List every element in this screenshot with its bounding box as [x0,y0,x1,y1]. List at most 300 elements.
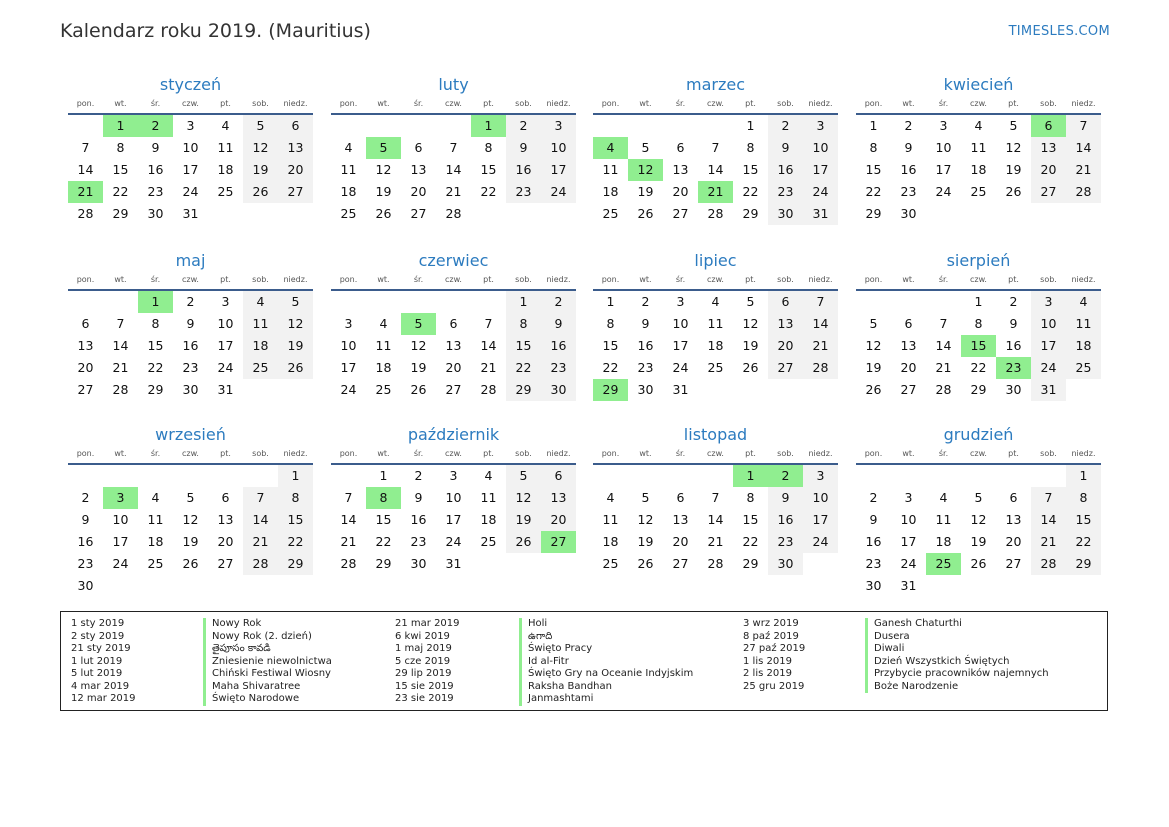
holiday-day-cell[interactable]: 23 [996,357,1031,379]
day-cell[interactable]: 21 [707,534,724,549]
day-cell[interactable]: 28 [340,556,357,571]
day-cell[interactable]: 29 [1066,553,1101,575]
day-cell[interactable]: 25 [602,206,619,221]
day-cell[interactable]: 18 [602,184,619,199]
day-cell[interactable]: 28 [935,382,952,397]
day-cell[interactable]: 24 [900,556,917,571]
day-cell[interactable]: 6 [768,291,803,313]
day-cell[interactable]: 14 [707,162,724,177]
day-cell[interactable]: 8 [1066,487,1101,509]
day-cell[interactable]: 11 [1066,313,1101,335]
day-cell[interactable]: 12 [970,512,987,527]
day-cell[interactable]: 29 [278,553,313,575]
day-cell[interactable]: 2 [869,490,878,505]
day-cell[interactable]: 20 [768,335,803,357]
day-cell[interactable]: 20 [900,360,917,375]
day-cell[interactable]: 28 [1066,181,1101,203]
day-cell[interactable]: 4 [606,490,615,505]
day-cell[interactable]: 3 [904,490,913,505]
day-cell[interactable]: 17 [672,338,689,353]
day-cell[interactable]: 21 [803,335,838,357]
day-cell[interactable]: 30 [1005,382,1022,397]
day-cell[interactable]: 2 [81,490,90,505]
day-cell[interactable]: 3 [186,118,195,133]
day-cell[interactable]: 14 [243,509,278,531]
day-cell[interactable]: 17 [803,509,838,531]
day-cell[interactable]: 23 [506,181,541,203]
day-cell[interactable]: 13 [1031,137,1066,159]
day-cell[interactable]: 31 [445,556,462,571]
day-cell[interactable]: 7 [1066,115,1101,137]
day-cell[interactable]: 6 [676,490,685,505]
day-cell[interactable]: 31 [182,206,199,221]
day-cell[interactable]: 13 [672,162,689,177]
day-cell[interactable]: 12 [506,487,541,509]
day-cell[interactable]: 22 [970,360,987,375]
day-cell[interactable]: 22 [112,184,129,199]
day-cell[interactable]: 1 [869,118,878,133]
day-cell[interactable]: 16 [147,162,164,177]
day-cell[interactable]: 7 [116,316,125,331]
day-cell[interactable]: 22 [1066,531,1101,553]
day-cell[interactable]: 29 [375,556,392,571]
day-cell[interactable]: 14 [1066,137,1101,159]
day-cell[interactable]: 22 [865,184,882,199]
day-cell[interactable]: 23 [410,534,427,549]
day-cell[interactable]: 24 [935,184,952,199]
day-cell[interactable]: 11 [707,316,724,331]
day-cell[interactable]: 4 [711,294,720,309]
day-cell[interactable]: 26 [243,181,278,203]
day-cell[interactable]: 23 [865,556,882,571]
day-cell[interactable]: 14 [803,313,838,335]
day-cell[interactable]: 3 [676,294,685,309]
day-cell[interactable]: 25 [217,184,234,199]
day-cell[interactable]: 24 [541,181,576,203]
day-cell[interactable]: 13 [541,487,576,509]
day-cell[interactable]: 8 [278,487,313,509]
day-cell[interactable]: 16 [506,159,541,181]
day-cell[interactable]: 13 [1005,512,1022,527]
day-cell[interactable]: 12 [865,338,882,353]
day-cell[interactable]: 29 [112,206,129,221]
day-cell[interactable]: 15 [506,335,541,357]
day-cell[interactable]: 2 [541,291,576,313]
day-cell[interactable]: 11 [217,140,234,155]
day-cell[interactable]: 19 [742,338,759,353]
day-cell[interactable]: 8 [151,316,160,331]
day-cell[interactable]: 10 [935,140,952,155]
day-cell[interactable]: 7 [1031,487,1066,509]
day-cell[interactable]: 1 [379,468,388,483]
day-cell[interactable]: 14 [1031,509,1066,531]
day-cell[interactable]: 10 [217,316,234,331]
day-cell[interactable]: 24 [182,184,199,199]
day-cell[interactable]: 22 [147,360,164,375]
day-cell[interactable]: 17 [217,338,234,353]
day-cell[interactable]: 19 [243,159,278,181]
day-cell[interactable]: 9 [1009,316,1018,331]
day-cell[interactable]: 12 [278,313,313,335]
day-cell[interactable]: 8 [484,140,493,155]
day-cell[interactable]: 16 [865,534,882,549]
day-cell[interactable]: 8 [746,490,755,505]
day-cell[interactable]: 27 [410,206,427,221]
day-cell[interactable]: 24 [112,556,129,571]
day-cell[interactable]: 21 [935,360,952,375]
day-cell[interactable]: 29 [865,206,882,221]
day-cell[interactable]: 25 [243,357,278,379]
holiday-day-cell[interactable]: 5 [366,137,401,159]
day-cell[interactable]: 9 [81,512,90,527]
day-cell[interactable]: 17 [541,159,576,181]
day-cell[interactable]: 3 [803,465,838,487]
day-cell[interactable]: 1 [1066,465,1101,487]
day-cell[interactable]: 16 [410,512,427,527]
day-cell[interactable]: 8 [746,140,755,155]
day-cell[interactable]: 11 [970,140,987,155]
day-cell[interactable]: 19 [865,360,882,375]
day-cell[interactable]: 17 [445,512,462,527]
day-cell[interactable]: 17 [340,360,357,375]
day-cell[interactable]: 13 [445,338,462,353]
day-cell[interactable]: 9 [904,140,913,155]
day-cell[interactable]: 28 [707,206,724,221]
day-cell[interactable]: 25 [707,360,724,375]
day-cell[interactable]: 13 [672,512,689,527]
day-cell[interactable]: 22 [480,184,497,199]
day-cell[interactable]: 21 [445,184,462,199]
holiday-day-cell[interactable]: 21 [68,181,103,203]
day-cell[interactable]: 13 [768,313,803,335]
day-cell[interactable]: 5 [641,490,650,505]
day-cell[interactable]: 25 [375,382,392,397]
day-cell[interactable]: 13 [217,512,234,527]
day-cell[interactable]: 25 [1066,357,1101,379]
day-cell[interactable]: 9 [506,137,541,159]
day-cell[interactable]: 8 [974,316,983,331]
holiday-day-cell[interactable]: 27 [541,531,576,553]
day-cell[interactable]: 15 [480,162,497,177]
day-cell[interactable]: 20 [410,184,427,199]
day-cell[interactable]: 19 [1005,162,1022,177]
day-cell[interactable]: 2 [506,115,541,137]
day-cell[interactable]: 20 [672,184,689,199]
day-cell[interactable]: 10 [900,512,917,527]
day-cell[interactable]: 15 [742,512,759,527]
day-cell[interactable]: 26 [865,382,882,397]
day-cell[interactable]: 6 [676,140,685,155]
day-cell[interactable]: 11 [602,162,619,177]
day-cell[interactable]: 12 [375,162,392,177]
day-cell[interactable]: 19 [506,509,541,531]
day-cell[interactable]: 21 [1066,159,1101,181]
day-cell[interactable]: 5 [278,291,313,313]
day-cell[interactable]: 25 [340,206,357,221]
day-cell[interactable]: 18 [243,335,278,357]
day-cell[interactable]: 24 [1031,357,1066,379]
holiday-day-cell[interactable]: 1 [733,465,768,487]
day-cell[interactable]: 5 [746,294,755,309]
day-cell[interactable]: 6 [904,316,913,331]
day-cell[interactable]: 22 [278,531,313,553]
day-cell[interactable]: 21 [480,360,497,375]
day-cell[interactable]: 20 [541,509,576,531]
day-cell[interactable]: 11 [375,338,392,353]
day-cell[interactable]: 22 [375,534,392,549]
day-cell[interactable]: 1 [278,465,313,487]
day-cell[interactable]: 23 [900,184,917,199]
day-cell[interactable]: 13 [900,338,917,353]
day-cell[interactable]: 2 [186,294,195,309]
day-cell[interactable]: 23 [637,360,654,375]
day-cell[interactable]: 1 [606,294,615,309]
day-cell[interactable]: 16 [900,162,917,177]
day-cell[interactable]: 26 [278,357,313,379]
day-cell[interactable]: 20 [1005,534,1022,549]
day-cell[interactable]: 18 [217,162,234,177]
day-cell[interactable]: 22 [506,357,541,379]
day-cell[interactable]: 24 [340,382,357,397]
day-cell[interactable]: 22 [742,184,759,199]
day-cell[interactable]: 18 [375,360,392,375]
day-cell[interactable]: 20 [1031,159,1066,181]
day-cell[interactable]: 5 [641,140,650,155]
day-cell[interactable]: 8 [869,140,878,155]
day-cell[interactable]: 10 [112,512,129,527]
day-cell[interactable]: 27 [1031,181,1066,203]
day-cell[interactable]: 18 [147,534,164,549]
day-cell[interactable]: 15 [375,512,392,527]
day-cell[interactable]: 5 [186,490,195,505]
day-cell[interactable]: 9 [869,512,878,527]
day-cell[interactable]: 30 [768,203,803,225]
day-cell[interactable]: 26 [742,360,759,375]
day-cell[interactable]: 27 [217,556,234,571]
day-cell[interactable]: 17 [112,534,129,549]
day-cell[interactable]: 26 [970,556,987,571]
day-cell[interactable]: 4 [379,316,388,331]
day-cell[interactable]: 15 [865,162,882,177]
day-cell[interactable]: 13 [278,137,313,159]
day-cell[interactable]: 5 [243,115,278,137]
day-cell[interactable]: 19 [410,360,427,375]
day-cell[interactable]: 19 [970,534,987,549]
day-cell[interactable]: 24 [672,360,689,375]
day-cell[interactable]: 7 [344,490,353,505]
day-cell[interactable]: 30 [182,382,199,397]
day-cell[interactable]: 11 [147,512,164,527]
day-cell[interactable]: 11 [243,313,278,335]
day-cell[interactable]: 28 [1031,553,1066,575]
day-cell[interactable]: 8 [116,140,125,155]
day-cell[interactable]: 1 [746,118,755,133]
day-cell[interactable]: 2 [641,294,650,309]
day-cell[interactable]: 7 [449,140,458,155]
day-cell[interactable]: 21 [243,531,278,553]
day-cell[interactable]: 29 [742,206,759,221]
day-cell[interactable]: 22 [602,360,619,375]
day-cell[interactable]: 13 [410,162,427,177]
holiday-day-cell[interactable]: 2 [138,115,173,137]
day-cell[interactable]: 27 [900,382,917,397]
day-cell[interactable]: 25 [147,556,164,571]
day-cell[interactable]: 24 [445,534,462,549]
day-cell[interactable]: 7 [803,291,838,313]
day-cell[interactable]: 31 [900,578,917,593]
day-cell[interactable]: 16 [637,338,654,353]
day-cell[interactable]: 24 [803,531,838,553]
day-cell[interactable]: 8 [606,316,615,331]
holiday-day-cell[interactable]: 12 [628,159,663,181]
day-cell[interactable]: 2 [414,468,423,483]
day-cell[interactable]: 15 [742,162,759,177]
day-cell[interactable]: 4 [939,490,948,505]
day-cell[interactable]: 5 [506,465,541,487]
day-cell[interactable]: 28 [112,382,129,397]
day-cell[interactable]: 15 [112,162,129,177]
day-cell[interactable]: 30 [900,206,917,221]
day-cell[interactable]: 19 [637,534,654,549]
day-cell[interactable]: 1 [506,291,541,313]
day-cell[interactable]: 19 [637,184,654,199]
day-cell[interactable]: 24 [217,360,234,375]
day-cell[interactable]: 10 [1031,313,1066,335]
day-cell[interactable]: 10 [803,487,838,509]
day-cell[interactable]: 18 [935,534,952,549]
day-cell[interactable]: 10 [340,338,357,353]
day-cell[interactable]: 14 [480,338,497,353]
day-cell[interactable]: 27 [445,382,462,397]
day-cell[interactable]: 30 [410,556,427,571]
holiday-day-cell[interactable]: 6 [1031,115,1066,137]
day-cell[interactable]: 3 [939,118,948,133]
day-cell[interactable]: 25 [480,534,497,549]
day-cell[interactable]: 6 [541,465,576,487]
holiday-day-cell[interactable]: 29 [593,379,628,401]
day-cell[interactable]: 17 [182,162,199,177]
day-cell[interactable]: 9 [186,316,195,331]
day-cell[interactable]: 28 [480,382,497,397]
day-cell[interactable]: 27 [77,382,94,397]
day-cell[interactable]: 14 [707,512,724,527]
day-cell[interactable]: 17 [935,162,952,177]
day-cell[interactable]: 6 [278,115,313,137]
day-cell[interactable]: 29 [506,379,541,401]
holiday-day-cell[interactable]: 3 [103,487,138,509]
day-cell[interactable]: 7 [81,140,90,155]
day-cell[interactable]: 26 [375,206,392,221]
day-cell[interactable]: 26 [637,206,654,221]
day-cell[interactable]: 9 [768,487,803,509]
day-cell[interactable]: 12 [410,338,427,353]
day-cell[interactable]: 15 [602,338,619,353]
day-cell[interactable]: 11 [480,490,497,505]
day-cell[interactable]: 16 [77,534,94,549]
day-cell[interactable]: 2 [1009,294,1018,309]
day-cell[interactable]: 3 [803,115,838,137]
day-cell[interactable]: 23 [147,184,164,199]
day-cell[interactable]: 29 [147,382,164,397]
day-cell[interactable]: 7 [484,316,493,331]
day-cell[interactable]: 26 [182,556,199,571]
day-cell[interactable]: 27 [278,181,313,203]
day-cell[interactable]: 18 [480,512,497,527]
day-cell[interactable]: 24 [803,181,838,203]
day-cell[interactable]: 28 [803,357,838,379]
day-cell[interactable]: 3 [541,115,576,137]
brand-link[interactable]: TIMESLES.COM [1008,24,1110,39]
day-cell[interactable]: 18 [340,184,357,199]
day-cell[interactable]: 26 [1005,184,1022,199]
day-cell[interactable]: 11 [602,512,619,527]
day-cell[interactable]: 4 [484,468,493,483]
day-cell[interactable]: 6 [81,316,90,331]
day-cell[interactable]: 22 [742,534,759,549]
day-cell[interactable]: 30 [637,382,654,397]
day-cell[interactable]: 2 [768,115,803,137]
day-cell[interactable]: 16 [768,159,803,181]
day-cell[interactable]: 9 [768,137,803,159]
day-cell[interactable]: 9 [414,490,423,505]
day-cell[interactable]: 20 [672,534,689,549]
day-cell[interactable]: 16 [182,338,199,353]
day-cell[interactable]: 8 [506,313,541,335]
day-cell[interactable]: 21 [1031,531,1066,553]
day-cell[interactable]: 12 [182,512,199,527]
holiday-day-cell[interactable]: 1 [103,115,138,137]
day-cell[interactable]: 29 [742,556,759,571]
day-cell[interactable]: 21 [112,360,129,375]
day-cell[interactable]: 18 [970,162,987,177]
holiday-day-cell[interactable]: 8 [366,487,401,509]
day-cell[interactable]: 28 [77,206,94,221]
day-cell[interactable]: 23 [541,357,576,379]
day-cell[interactable]: 7 [711,490,720,505]
day-cell[interactable]: 15 [147,338,164,353]
day-cell[interactable]: 25 [970,184,987,199]
day-cell[interactable]: 7 [711,140,720,155]
day-cell[interactable]: 3 [344,316,353,331]
day-cell[interactable]: 25 [602,556,619,571]
day-cell[interactable]: 16 [1005,338,1022,353]
day-cell[interactable]: 15 [278,509,313,531]
day-cell[interactable]: 1 [974,294,983,309]
day-cell[interactable]: 31 [217,382,234,397]
day-cell[interactable]: 12 [742,316,759,331]
day-cell[interactable]: 30 [768,553,803,575]
day-cell[interactable]: 23 [768,531,803,553]
day-cell[interactable]: 11 [935,512,952,527]
day-cell[interactable]: 10 [541,137,576,159]
holiday-day-cell[interactable]: 1 [138,291,173,313]
day-cell[interactable]: 26 [506,531,541,553]
day-cell[interactable]: 14 [340,512,357,527]
day-cell[interactable]: 11 [340,162,357,177]
day-cell[interactable]: 12 [243,137,278,159]
day-cell[interactable]: 30 [77,578,94,593]
day-cell[interactable]: 6 [449,316,458,331]
day-cell[interactable]: 6 [1009,490,1018,505]
day-cell[interactable]: 23 [182,360,199,375]
day-cell[interactable]: 18 [707,338,724,353]
day-cell[interactable]: 15 [1066,509,1101,531]
day-cell[interactable]: 14 [935,338,952,353]
day-cell[interactable]: 2 [904,118,913,133]
day-cell[interactable]: 6 [414,140,423,155]
day-cell[interactable]: 5 [869,316,878,331]
day-cell[interactable]: 17 [803,159,838,181]
